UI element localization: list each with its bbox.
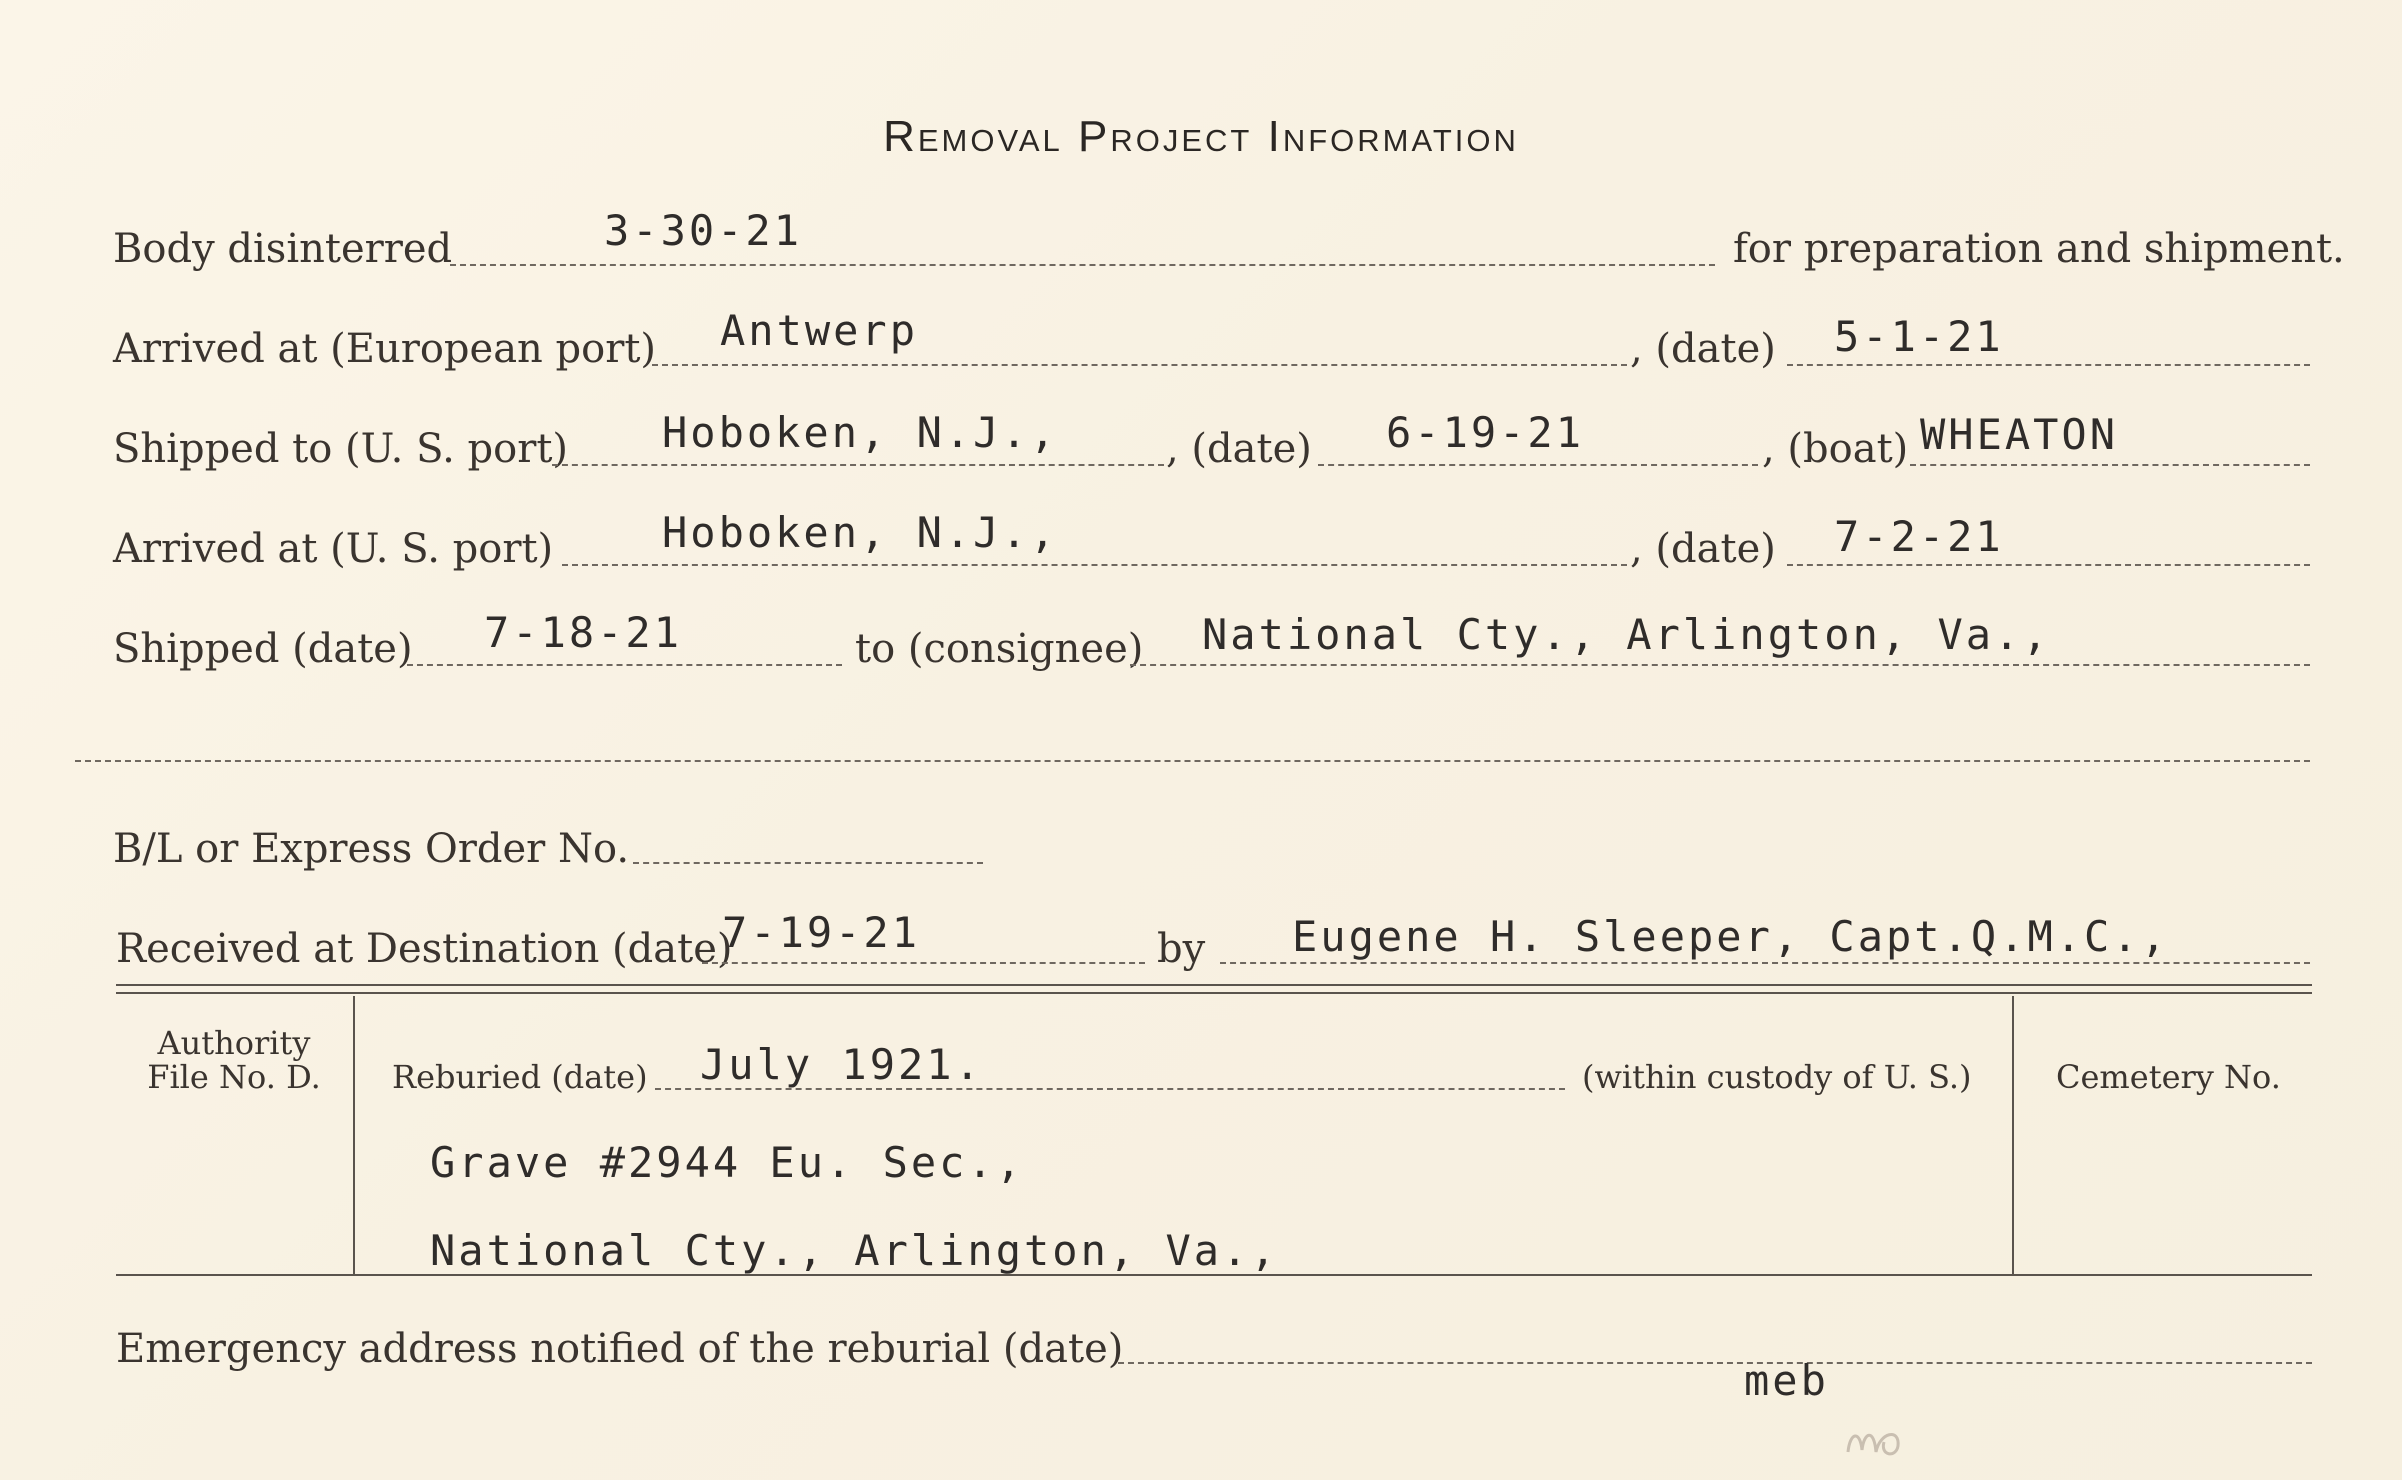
consignee-value: National Cty., Arlington, Va.,: [1202, 610, 2051, 659]
arrived-europe-value: Antwerp: [720, 306, 919, 355]
received-line: [702, 962, 1145, 964]
box-divider-left: [353, 996, 355, 1274]
received-by-line: [1220, 962, 2310, 964]
box-top-rule-1: [116, 984, 2312, 986]
reburied-value: July 1921.: [700, 1040, 983, 1089]
blank-line: [75, 760, 2310, 762]
arrived-europe-line: [652, 364, 1627, 366]
shipped-us-boat: WHEATON: [1920, 410, 2119, 459]
arrived-us-date-label: , (date): [1630, 526, 1776, 572]
authority-label: [118, 1026, 350, 1094]
arrived-europe-date: 5-1-21: [1834, 312, 2004, 361]
received-value: 7-19-21: [722, 908, 921, 957]
bl-label: B/L or Express Order No.: [113, 826, 630, 872]
custody-label: (within custody of U. S.): [1582, 1058, 1972, 1096]
emergency-line: [1118, 1362, 2312, 1364]
pencil-mark: [1840, 1412, 1920, 1472]
shipped-us-label: Shipped to (U. S. port): [113, 426, 568, 472]
arrived-us-date-line: [1787, 564, 2310, 566]
arrived-us-line: [562, 564, 1627, 566]
shipped-value: 7-18-21: [484, 608, 683, 657]
disinterred-suffix: for preparation and shipment.: [1733, 226, 2345, 272]
received-by-label: by: [1157, 926, 1206, 972]
card-title: Removal Project Information: [883, 112, 1519, 161]
box-top-rule-2: [116, 992, 2312, 994]
reburied-label: Reburied (date): [392, 1058, 648, 1096]
box-divider-right: [2012, 996, 2014, 1274]
disinterred-line: [450, 264, 1715, 266]
arrived-us-date: 7-2-21: [1834, 512, 2004, 561]
shipped-us-boat-label: , (boat): [1762, 426, 1909, 472]
cemetery-no-label: Cemetery No.: [2056, 1058, 2281, 1096]
consignee-label: to (consignee): [855, 626, 1144, 672]
shipped-label: Shipped (date): [113, 626, 413, 672]
arrived-us-value: Hoboken, N.J.,: [662, 508, 1059, 557]
consignee-line: [1130, 664, 2310, 666]
shipped-us-date-line: [1318, 464, 1758, 466]
received-by-value: Eugene H. Sleeper, Capt.Q.M.C.,: [1292, 912, 2169, 961]
arrived-europe-date-label: , (date): [1630, 326, 1776, 372]
clerk-initials: meb: [1744, 1356, 1829, 1405]
grave-line: Grave #2944 Eu. Sec.,: [430, 1138, 1025, 1187]
authority-label-line-2: File No. D.: [147, 1058, 321, 1096]
arrived-us-label: Arrived at (U. S. port): [113, 526, 554, 572]
shipped-us-boat-line: [1910, 464, 2310, 466]
received-label: Received at Destination (date): [116, 926, 733, 972]
arrived-europe-date-line: [1787, 364, 2310, 366]
shipped-us-value: Hoboken, N.J.,: [662, 408, 1059, 457]
disinterred-label: Body disinterred: [113, 226, 453, 272]
arrived-europe-label: Arrived at (European port): [113, 326, 657, 372]
shipped-line: [407, 664, 842, 666]
disinterred-value: 3-30-21: [604, 206, 803, 255]
authority-label-line-1: Authority: [157, 1024, 311, 1062]
shipped-us-line: [552, 464, 1164, 466]
cemetery-line: National Cty., Arlington, Va.,: [430, 1226, 1279, 1275]
emergency-label: Emergency address notified of the reburial (date): [116, 1326, 1124, 1372]
bl-line: [633, 862, 983, 864]
shipped-us-date-label: , (date): [1166, 426, 1312, 472]
shipped-us-date: 6-19-21: [1386, 408, 1585, 457]
